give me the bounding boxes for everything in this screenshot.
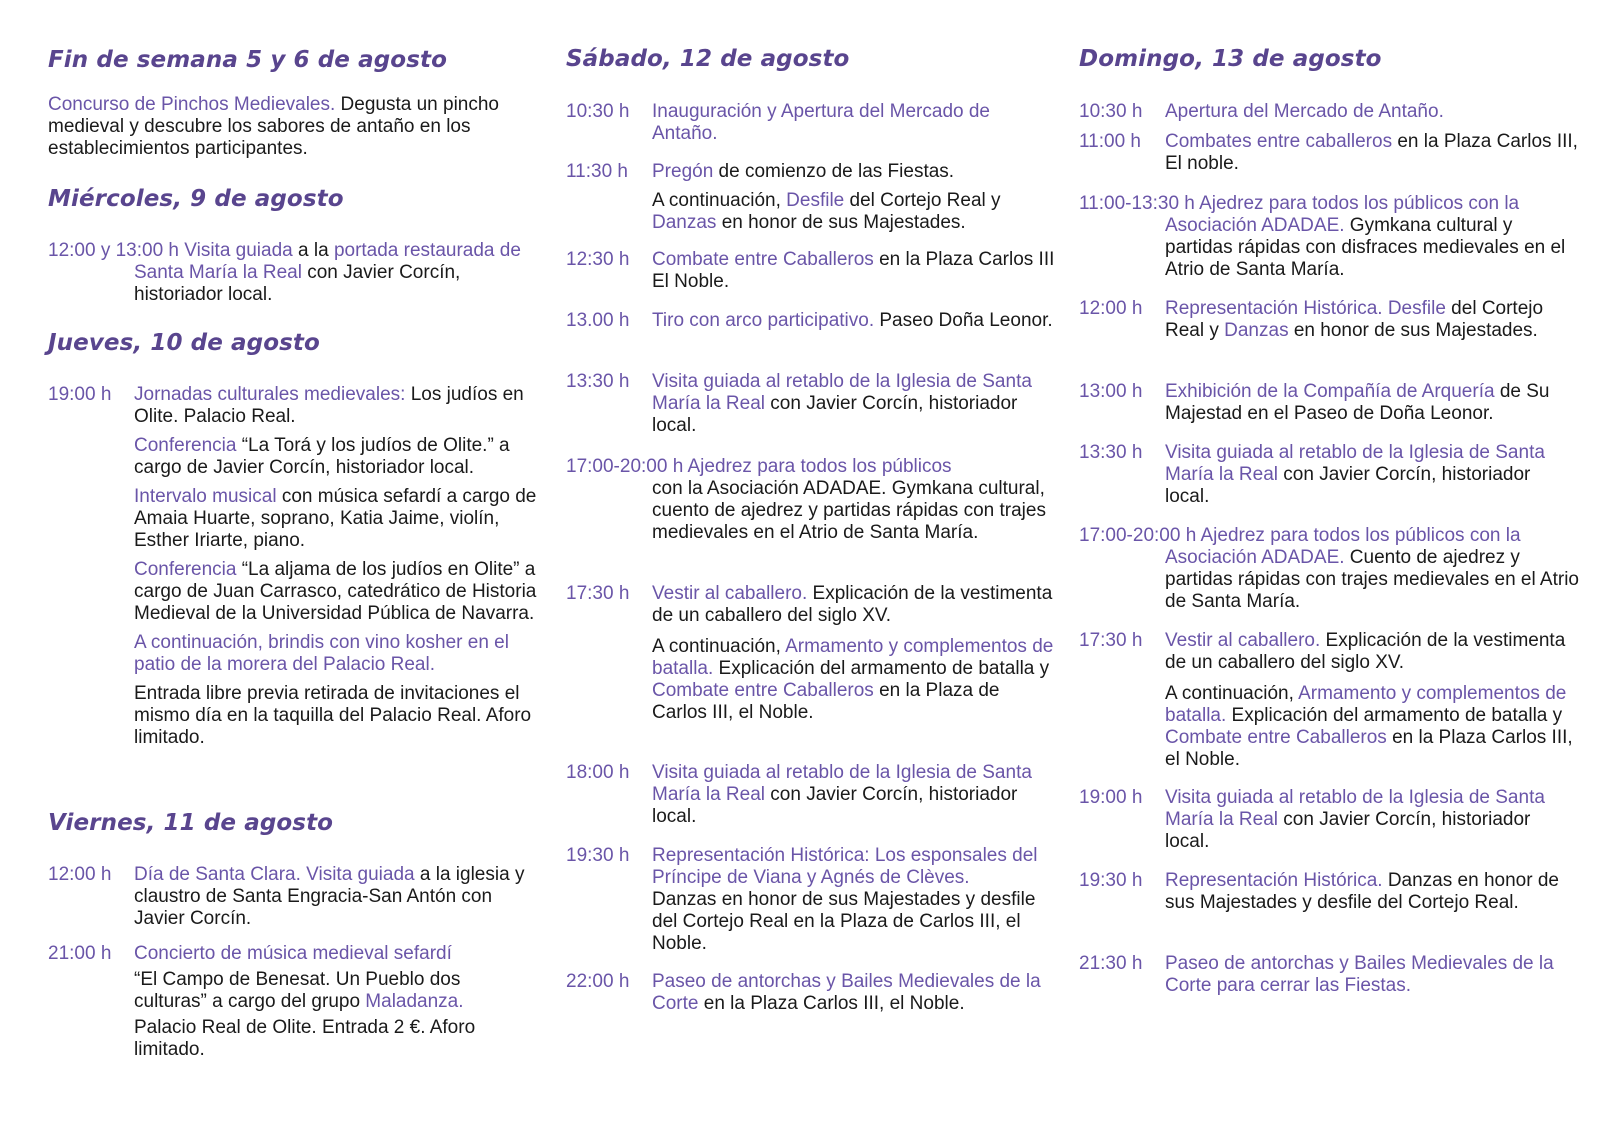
event-text: en la Plaza Carlos III, El noble. [1165,131,1578,174]
event-text: de Su Majestad en el Paseo de Doña Leonor. [1165,381,1550,424]
event-sub [1079,683,1579,771]
event-title: Visita guiada al retablo de la Iglesia de Santa María la Real [1165,442,1545,485]
sub-text: “La aljama de los judíos en Olite” a cargo de Juan Carrasco, catedrático de Historia Medieval de la Universidad Pública de Navarra. [134,559,537,624]
event-time: 21:00 h [48,943,112,964]
event-entry [48,943,538,1061]
day-heading-viernes: Viernes, 11 de agosto [48,810,334,836]
event-entry [1079,381,1579,425]
event-antorchas [566,971,1056,1015]
event-title: Visita guiada al retablo de la Iglesia de Santa María la Real [652,762,1032,805]
event-time: 19:00 h [1079,787,1143,808]
event-time: 11:00 h [1079,131,1141,152]
sub-title: Armamento y complementos de batalla. [652,636,1054,679]
event-entry [48,864,538,930]
event-entry [1079,953,1579,997]
event-entry [566,249,1056,293]
sub-text: A continuación, [1165,683,1299,704]
event-time: 13:30 h [566,371,630,392]
event-jornadas [48,384,538,749]
event-time: 17:30 h [1079,630,1143,651]
event-time: 19:30 h [566,845,630,866]
sub-text: del Cortejo Real y [844,190,1001,211]
event-time: 13:30 h [1079,442,1143,463]
event-title: Vestir al caballero. [1165,630,1321,651]
event-santa-clara [48,864,538,930]
sub-title: Desfile [786,190,845,211]
event-title: Paseo de antorchas y Bailes Medievales de la Corte [652,971,1041,1014]
event-title: Ajedrez para todos los públicos [683,456,952,477]
sub-text: “La Torá y los judíos de Olite.” a cargo de Javier Corcín, historiador local. [134,435,510,478]
event-pregon [566,161,1056,234]
sub-text: A continuación, [652,636,786,657]
event-title: Representación Histórica: Los esponsales del Príncipe de Viana y Agnés de Clèves. [652,845,1038,888]
event-text: con Javier Corcín, historiador local. [1165,464,1531,507]
sub-title: Intervalo musical [134,486,277,507]
event-title: Paseo de antorchas y Bailes Medievales de la Corte para cerrar las Fiestas. [1165,953,1554,996]
event-text: “El Campo de Benesat. Un Pueblo dos culturas” a cargo del grupo [134,969,461,1012]
event-title: Pregón [652,161,714,182]
event-sub-entrada [48,683,538,749]
event-title: Ajedrez para todos los públicos con la Asociación ADADAE. [1165,193,1520,236]
sub-title: Danzas [652,212,717,233]
event-text: a la [292,240,334,261]
sub-title: Conferencia [134,435,237,456]
event-entry [566,456,1056,478]
event-time: 19:30 h [1079,870,1143,891]
event-title: Jornadas culturales medievales: [134,384,406,405]
event-vestir-caballero [566,583,1056,724]
event-antorchas [1079,953,1579,997]
event-vestir-caballero [1079,630,1579,771]
event-time: 11:30 h [566,161,628,182]
event-text: del Cortejo Real y [1165,298,1544,341]
event-text: en la Plaza Carlos III, el Noble. [698,993,965,1014]
event-time: 21:30 h [1079,953,1143,974]
event-time: 18:00 h [566,762,630,783]
event-text: Palacio Real de Olite. Entrada 2 €. Aforo limitado. [134,1017,476,1060]
event-entry [566,161,1056,183]
day-heading-domingo: Domingo, 13 de agosto [1079,46,1382,72]
day-heading-jueves: Jueves, 10 de agosto [48,330,320,356]
event-entry [566,101,1056,145]
sub-title: Armamento y complementos de batalla. [1165,683,1567,726]
event-text: Explicación de la vestimenta de un caballero del siglo XV. [1165,630,1566,673]
sub-text: en la Plaza Carlos III, el Noble. [1165,727,1573,770]
event-tiro-arco [566,310,1056,332]
event-concierto [48,943,538,1061]
event-text: con Javier Corcín, historiador local. [652,393,1018,436]
event-sub [566,636,1056,724]
event-visita-retablo-2 [566,762,1056,828]
event-title: Visita guiada al retablo de la Iglesia de Santa María la Real [652,371,1032,414]
event-title: Danzas [1224,320,1289,341]
event-text: con Javier Corcín, historiador local. [1165,809,1531,852]
event-text: Gymkana cultural y partidas rápidas con disfraces medievales en el Atrio de Santa María. [1165,215,1566,280]
event-title: Combates entre caballeros [1165,131,1393,152]
event-combates [1079,131,1579,175]
event-time: 17:00-20:00 h [566,456,684,477]
event-time: 12:00 h [1079,298,1143,319]
event-visita-retablo [566,371,1056,437]
event-text: con la Asociación ADADAE. Gymkana cultural, cuento de ajedrez y partidas rápidas con trajes medievales en el Atrio de Santa María. [652,478,1046,543]
event-title: Representación Histórica. Desfile [1165,298,1446,319]
sub-title: Combate entre Caballeros [652,680,874,701]
event-text: con Javier Corcín, historiador local. [652,784,1018,827]
event-title: Combate entre Caballeros [652,249,874,270]
event-time: 22:00 h [566,971,630,992]
event-entry [1079,298,1579,342]
event-text: Explicación de la vestimenta de un caballero del siglo XV. [652,583,1053,626]
event-time: 10:30 h [566,101,630,122]
event-entry [1079,870,1579,914]
event-representacion [1079,298,1579,342]
event-text: Degusta un pincho medieval y descubre los sabores de antaño en los establecimientos participantes. [48,94,499,159]
event-text: Danzas en honor de sus Majestades y desfile del Cortejo Real. [1165,870,1559,913]
event-title: Ajedrez para todos los públicos con la Asociación ADADAE. [1165,525,1521,568]
sub-text: Explicación del armamento de batalla y [1226,705,1563,726]
event-title: Representación Histórica. [1165,870,1383,891]
event-entry [566,583,1056,627]
event-time: 10:30 h [1079,101,1143,122]
event-time: 17:00-20:00 h [1079,525,1197,546]
sub-text: con música sefardí a cargo de Amaia Huarte, soprano, Katia Jaime, violín, Esther Iriarte, piano. [134,486,537,551]
event-entry [1079,787,1579,853]
event-visita-retablo-2 [1079,787,1579,853]
sub-text: en la Plaza de Carlos III, el Noble. [652,680,1000,723]
event-entry [566,845,1056,955]
sub-text: en honor de sus Majestades. [716,212,966,233]
event-time: 13.00 h [566,310,630,331]
sub-text: Entrada libre previa retirada de invitaciones el mismo día en la taquilla del Palacio Real. Aforo limitado. [134,683,532,748]
event-text: de comienzo de las Fiestas. [713,161,955,182]
event-inauguracion [566,101,1056,145]
event-time: 17:30 h [566,583,630,604]
sub-text: A continuación, [652,190,787,211]
event-entry [48,384,538,428]
event-title: Apertura del Mercado de Antaño. [1165,101,1444,122]
event-esponsales [566,845,1056,955]
event-time: 11:00-13:30 h [1079,193,1195,214]
event-representacion-2 [1079,870,1579,914]
event-title: Vestir al caballero. [652,583,808,604]
event-sub-intervalo [48,486,538,552]
event-time: 12:00 y 13:00 h [48,240,179,261]
event-text: Cuento de ajedrez y partidas rápidas con trajes medievales en el Atrio de Santa María. [1165,547,1580,612]
event-sub-conferencia-2 [48,559,538,625]
event-sub [566,190,1056,234]
event-entry [1079,442,1579,508]
event-desc [134,969,538,1013]
event-title: Concurso de Pinchos Medievales. [48,94,336,115]
event-group: Maladanza. [365,991,464,1012]
event-visita-retablo [1079,442,1579,508]
event-title: Inauguración y Apertura del Mercado de Antaño. [652,101,990,144]
event-ajedrez [1079,193,1579,281]
event-sub-conferencia-1 [48,435,538,479]
sub-title: Conferencia [134,559,237,580]
event-entry [1079,131,1579,175]
event-apertura [1079,101,1579,123]
event-entry [1079,101,1579,123]
event-place: portada restaurada de Santa María la Real [134,240,521,283]
event-text: Paseo Doña Leonor. [874,310,1053,331]
sub-title: Combate entre Caballeros [1165,727,1387,748]
event-sub-brindis [48,632,538,676]
event-time: 19:00 h [48,384,112,405]
event-visita-portada [48,240,538,306]
sub-title: A continuación, brindis con vino kosher en el patio de la morera del Palacio Real. [134,632,509,675]
event-title: Tiro con arco participativo. [652,310,875,331]
event-pinchos [48,94,538,160]
day-heading-weekend: Fin de semana 5 y 6 de agosto [48,47,447,73]
event-text: a la iglesia y claustro de Santa Engracia-San Antón con Javier Corcín. [134,864,525,929]
event-entry [566,971,1056,1015]
event-entry [566,310,1056,332]
event-title: Concierto de música medieval sefardí [134,943,452,964]
day-heading-sabado: Sábado, 12 de agosto [566,46,850,72]
event-entry [1079,630,1579,674]
event-ajedrez [566,456,1056,544]
event-entry [566,762,1056,828]
day-heading-miercoles: Miércoles, 9 de agosto [48,186,344,212]
event-title: Visita guiada [179,240,293,261]
event-arqueria [1079,381,1579,425]
event-text: Danzas en honor de sus Majestades y desfile del Cortejo Real en la Plaza de Carlos III, el Noble. [652,889,1036,954]
event-time: 12:30 h [566,249,630,270]
event-entry [566,371,1056,437]
event-combate [566,249,1056,293]
event-title: Visita guiada al retablo de la Iglesia de Santa María la Real [1165,787,1545,830]
event-ajedrez-2 [1079,525,1579,613]
event-text: con Javier Corcín, historiador local. [134,262,461,305]
event-text: en honor de sus Majestades. [1288,320,1538,341]
event-text: Los judíos en Olite. Palacio Real. [134,384,524,427]
event-title: Exhibición de la Compañía de Arquería [1165,381,1495,402]
event-time: 13:00 h [1079,381,1143,402]
event-title: Día de Santa Clara. Visita guiada [134,864,415,885]
sub-text: Explicación del armamento de batalla y [713,658,1050,679]
event-time: 12:00 h [48,864,112,885]
event-text: en la Plaza Carlos III El Noble. [652,249,1055,292]
